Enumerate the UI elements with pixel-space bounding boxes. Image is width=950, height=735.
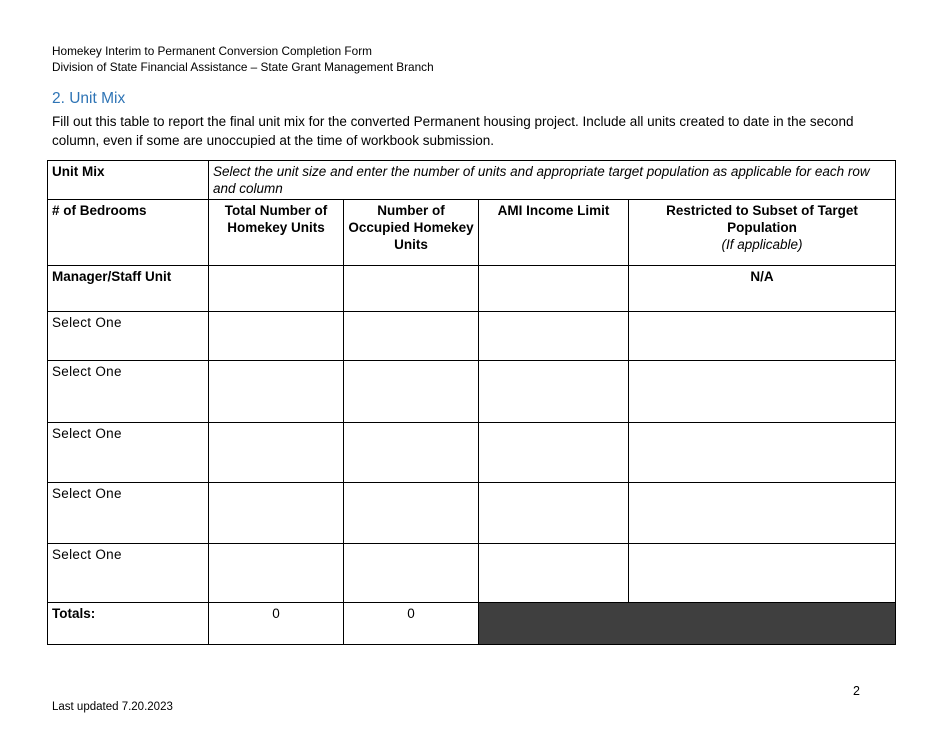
- unit-row-1: [48, 312, 896, 361]
- unit-mix-label-cell: Unit Mix: [48, 161, 209, 200]
- ami-income-limit-field-row1[interactable]: [479, 312, 629, 361]
- bedrooms-dropdown-row1[interactable]: Select One: [48, 312, 209, 361]
- restricted-field-row1[interactable]: [629, 312, 896, 361]
- total-units-field-row2[interactable]: [209, 361, 344, 423]
- table-title-row: [48, 161, 896, 200]
- restricted-field-row2[interactable]: [629, 361, 896, 423]
- col-header-occupied-units: Number of Occupied Homekey Units: [344, 200, 479, 266]
- page-content: [47, 43, 895, 645]
- occupied-units-field-row2[interactable]: [344, 361, 479, 423]
- doc-title-line1: Homekey Interim to Permanent Conversion Completion Form: [52, 44, 372, 58]
- restricted-field-row4[interactable]: [629, 483, 896, 544]
- totals-row: [48, 603, 896, 645]
- manager-staff-row: [48, 266, 896, 312]
- intro-paragraph: Fill out this table to report the final unit mix for the converted Permanent housing project. Include all units created to date in the second column, even if some are unoccupied at the time of workbook submission.: [52, 114, 854, 148]
- total-units-field-row5[interactable]: [209, 544, 344, 603]
- col-header-restricted: [629, 200, 896, 266]
- bedrooms-dropdown-row3[interactable]: Select One: [48, 423, 209, 483]
- restricted-field-row5[interactable]: [629, 544, 896, 603]
- unit-row-4: [48, 483, 896, 544]
- occupied-units-field-row3[interactable]: [344, 423, 479, 483]
- document-header: [47, 43, 895, 75]
- occupied-units-field-row4[interactable]: [344, 483, 479, 544]
- col-header-restricted-note: (If applicable): [721, 237, 803, 252]
- ami-income-limit-field-row3[interactable]: [479, 423, 629, 483]
- unit-row-2: [48, 361, 896, 423]
- col-header-total-units: Total Number of Homekey Units: [209, 200, 344, 266]
- page-number: 2: [853, 684, 860, 698]
- unit-row-5: [48, 544, 896, 603]
- col-header-bedrooms: # of Bedrooms: [48, 200, 209, 266]
- doc-title-line2: Division of State Financial Assistance – State Grant Management Branch: [52, 60, 434, 74]
- section-heading: 2. Unit Mix: [52, 90, 126, 107]
- ami-income-limit-field-row5[interactable]: [479, 544, 629, 603]
- unit-row-3: [48, 423, 896, 483]
- occupied-units-field-row5[interactable]: [344, 544, 479, 603]
- manager-occupied-units-field[interactable]: [344, 266, 479, 312]
- total-units-field-row4[interactable]: [209, 483, 344, 544]
- bedrooms-dropdown-row4[interactable]: Select One: [48, 483, 209, 544]
- ami-income-limit-field-row4[interactable]: [479, 483, 629, 544]
- manager-restricted-value: N/A: [629, 266, 896, 312]
- total-units-field-row3[interactable]: [209, 423, 344, 483]
- restricted-field-row3[interactable]: [629, 423, 896, 483]
- totals-occupied-units-value: 0: [344, 603, 479, 645]
- unit-mix-table: [47, 160, 896, 645]
- table-header-row: [48, 200, 896, 266]
- manager-staff-unit-label: Manager/Staff Unit: [48, 266, 209, 312]
- totals-total-units-value: 0: [209, 603, 344, 645]
- bedrooms-dropdown-row5[interactable]: Select One: [48, 544, 209, 603]
- col-header-ami-income-limit: AMI Income Limit: [479, 200, 629, 266]
- last-updated-note: Last updated 7.20.2023: [52, 701, 173, 713]
- bedrooms-dropdown-row2[interactable]: Select One: [48, 361, 209, 423]
- col-header-restricted-title: Restricted to Subset of Target Population: [666, 203, 858, 235]
- occupied-units-field-row1[interactable]: [344, 312, 479, 361]
- totals-blocked-cell: [479, 603, 896, 645]
- manager-total-units-field[interactable]: [209, 266, 344, 312]
- total-units-field-row1[interactable]: [209, 312, 344, 361]
- table-instructions-cell: Select the unit size and enter the number of units and appropriate target population as applicable for each row and column: [209, 161, 896, 200]
- totals-label: Totals:: [48, 603, 209, 645]
- manager-ami-income-limit-field[interactable]: [479, 266, 629, 312]
- ami-income-limit-field-row2[interactable]: [479, 361, 629, 423]
